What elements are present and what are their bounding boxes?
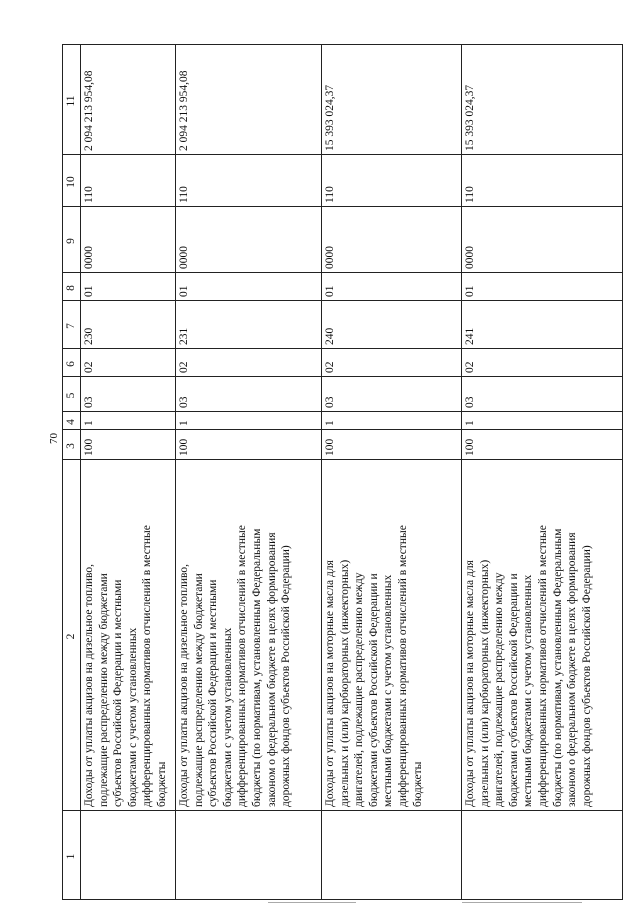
table-cell <box>81 155 176 207</box>
column-header <box>63 349 81 377</box>
table-cell <box>322 811 462 900</box>
cell-text: 03 <box>324 396 336 408</box>
cell-text: 100 <box>178 438 190 456</box>
cell-text: Доходы от уплаты акцизов на дизельное топливо, подлежащие распределению между бюджетами субъектов Российской Федерации и местными бюджетами с учетом установленных дифференцированных нормативов отчислений в местные бюджеты <box>83 525 168 807</box>
cell-text: 0000 <box>464 246 476 269</box>
cell-text <box>176 811 321 899</box>
column-header-label: 8 <box>65 285 77 291</box>
table-cell <box>462 207 623 273</box>
table-cell <box>81 811 176 900</box>
table-cell <box>322 273 462 301</box>
table-cell <box>462 811 623 900</box>
cell-text: 240 <box>324 327 336 345</box>
table-column-2 <box>63 460 623 811</box>
table-cell <box>322 155 462 207</box>
table-cell <box>176 377 322 412</box>
table-cell <box>81 45 176 155</box>
table-column-11 <box>63 45 623 155</box>
table-cell <box>176 349 322 377</box>
cell-text: 02 <box>83 361 95 373</box>
cell-text <box>322 811 461 899</box>
table-column-5 <box>63 377 623 412</box>
table-cell <box>462 301 623 349</box>
column-header <box>63 412 81 430</box>
table-cell <box>322 207 462 273</box>
cell-text: 230 <box>83 327 95 345</box>
cell-text: 110 <box>324 186 336 203</box>
column-header <box>63 273 81 301</box>
cell-text: 110 <box>83 186 95 203</box>
cell-text: 01 <box>178 285 190 297</box>
table-cell <box>81 273 176 301</box>
table-cell <box>322 377 462 412</box>
table-cell <box>176 460 322 811</box>
cell-text: 01 <box>83 285 95 297</box>
table-column-7 <box>63 301 623 349</box>
cell-text: 100 <box>324 438 336 456</box>
column-header <box>63 460 81 811</box>
table-cell <box>176 412 322 430</box>
cell-text: 1 <box>178 420 190 426</box>
cell-text: 15 393 024,37 <box>324 84 336 151</box>
cell-text: 01 <box>464 285 476 297</box>
table-column-1 <box>63 811 623 900</box>
table-cell <box>322 349 462 377</box>
table-column-4 <box>63 412 623 430</box>
table-column-6 <box>63 349 623 377</box>
column-header <box>63 207 81 273</box>
table-cell <box>81 460 176 811</box>
cell-text: 1 <box>324 420 336 426</box>
table-cell <box>462 412 623 430</box>
column-header <box>63 45 81 155</box>
budget-table <box>62 44 623 900</box>
cell-text: 03 <box>83 396 95 408</box>
table-cell <box>81 430 176 460</box>
cell-text: 110 <box>464 186 476 203</box>
table-cell <box>462 273 623 301</box>
table-cell <box>462 430 623 460</box>
column-header-label: 6 <box>65 361 77 367</box>
cell-text: 02 <box>324 361 336 373</box>
column-header-label: 9 <box>65 238 77 244</box>
page-number: 70 <box>48 433 60 444</box>
cell-text: 03 <box>464 396 476 408</box>
table-column-9 <box>63 207 623 273</box>
table-cell <box>176 430 322 460</box>
cell-text: 0000 <box>324 246 336 269</box>
cell-text: 2 094 213 954,08 <box>178 70 190 151</box>
table-cell <box>462 349 623 377</box>
cell-text: Доходы от уплаты акцизов на моторные масла для дизельных и (или) карбюраторных (инжекторных) двигателей, подлежащие распределению между бюджетами субъектов Российской Федерации и местными бюджетами с учетом установленных дифференцированных нормативов отчислений в местные бюджеты <box>324 525 424 807</box>
table-cell <box>81 301 176 349</box>
table-column-8 <box>63 273 623 301</box>
table-cell <box>81 377 176 412</box>
cell-text: Доходы от уплаты акцизов на моторные масла для дизельных и (или) карбюраторных (инжекторных) двигателей, подлежащие распределению между бюджетами субъектов Российской Федерации и местными бюджетами с учетом установленных дифференцированных нормативов отчислений в местные бюджеты (по нормативам, установленным Федеральным законом о федеральном бюджете в целях формирования дорожных фондов субъектов Российской Федерации) <box>464 525 593 807</box>
table-cell <box>322 460 462 811</box>
table-cell <box>176 811 322 900</box>
cell-text <box>81 811 175 899</box>
cell-text: 100 <box>464 438 476 456</box>
cell-text: 1 <box>83 420 95 426</box>
table-cell <box>176 45 322 155</box>
table-cell <box>322 412 462 430</box>
cell-text: 02 <box>464 361 476 373</box>
table-cell <box>322 430 462 460</box>
table-cell <box>81 349 176 377</box>
column-header-label: 4 <box>65 419 77 425</box>
column-header-label: 3 <box>65 443 77 449</box>
column-header <box>63 811 81 900</box>
cell-text: 0000 <box>83 246 95 269</box>
column-header <box>63 155 81 207</box>
column-header-label: 1 <box>65 853 77 860</box>
table-column-10 <box>63 155 623 207</box>
column-header <box>63 301 81 349</box>
table-cell <box>176 273 322 301</box>
table-cell <box>462 45 623 155</box>
table-cell <box>81 207 176 273</box>
cell-text: 01 <box>324 285 336 297</box>
cell-text: 100 <box>83 438 95 456</box>
table-cell <box>176 301 322 349</box>
cell-text: 03 <box>178 396 190 408</box>
column-header-label: 2 <box>65 633 77 640</box>
table-cell <box>462 155 623 207</box>
table-cell <box>462 377 623 412</box>
cell-text <box>462 811 622 899</box>
table-column-3 <box>63 430 623 460</box>
cell-text: 02 <box>178 361 190 373</box>
column-header <box>63 377 81 412</box>
scan-mark <box>268 902 356 903</box>
cell-text: 15 393 024,37 <box>464 84 476 151</box>
table-cell <box>462 460 623 811</box>
column-header-label: 11 <box>65 95 77 107</box>
column-header-label: 5 <box>65 392 77 399</box>
cell-text: 2 094 213 954,08 <box>83 70 95 151</box>
table-cell <box>322 301 462 349</box>
cell-text: Доходы от уплаты акцизов на дизельное топливо, подлежащие распределению между бюджетами субъектов Российской Федерации и местными бюджетами с учетом установленных дифференцированных нормативов отчислений в местные бюджеты (по нормативам, установленным Федеральным законом о федеральном бюджете в целях формирования дорожных фондов субъектов Российской Федерации) <box>178 525 293 807</box>
scan-mark <box>462 902 582 903</box>
column-header-label: 10 <box>65 176 77 188</box>
column-header <box>63 430 81 460</box>
table-cell <box>176 207 322 273</box>
column-header-label: 7 <box>65 323 77 329</box>
cell-text: 110 <box>178 186 190 203</box>
cell-text: 231 <box>178 327 190 345</box>
cell-text: 241 <box>464 327 476 345</box>
cell-text: 1 <box>464 420 476 426</box>
cell-text: 0000 <box>178 246 190 269</box>
table-cell <box>81 412 176 430</box>
table-cell <box>176 155 322 207</box>
table-cell <box>322 45 462 155</box>
